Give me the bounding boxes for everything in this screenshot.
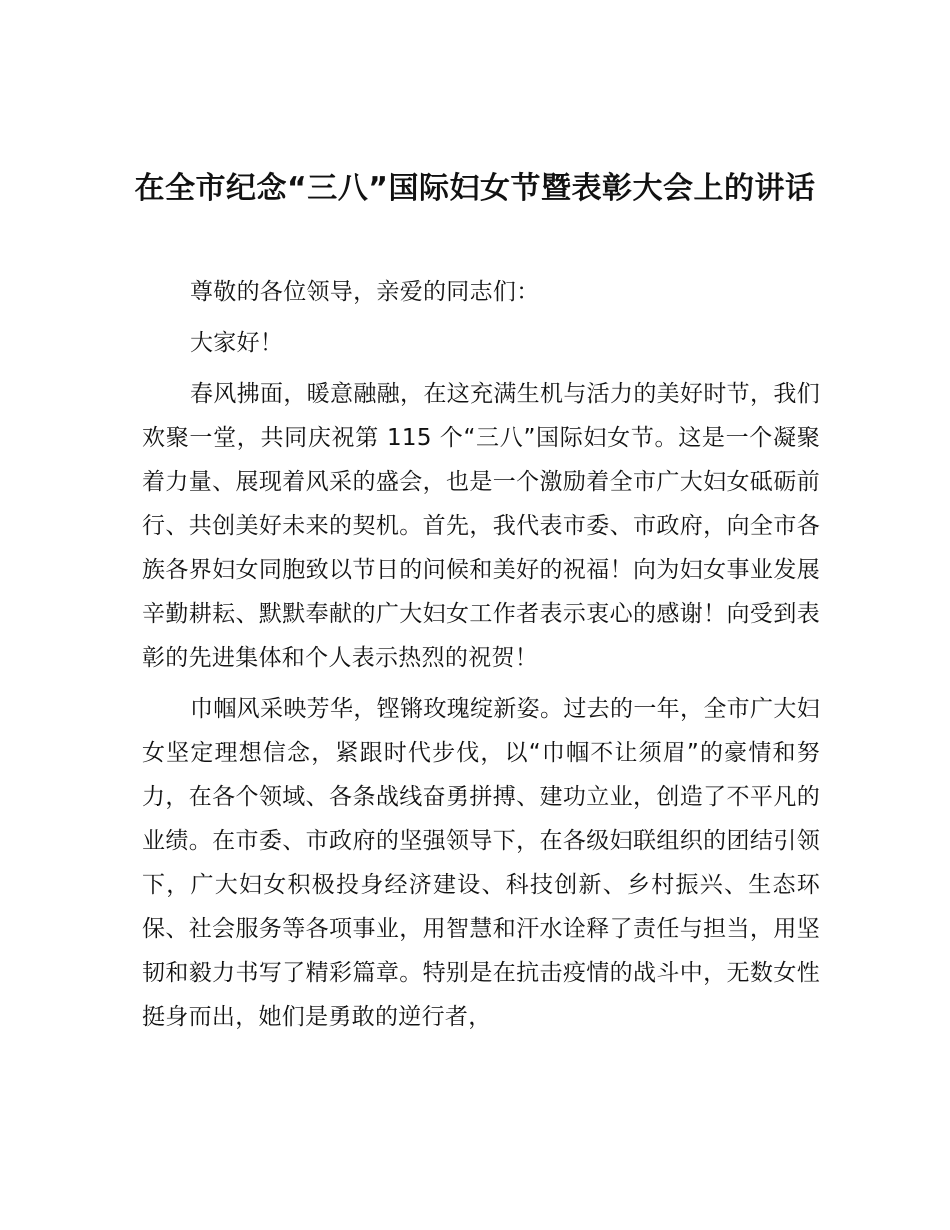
achievements-paragraph: 巾帼风采映芳华，铿锵玫瑰绽新姿。过去的一年，全市广大妇女坚定理想信念，紧跟时代步伐，以“巾帼不让须眉”的豪情和努力，在各个领域、各条战线奋勇拼搏、建功立业，创造了不平凡的业绩。在市委、市政府的坚强领导下，在各级妇联组织的团结引领下，广大妇女积极投身经济建设、科技创新、乡村振兴、生态环保、社会服务等各项事业，用智慧和汗水诠释了责任与担当，用坚韧和毅力书写了精彩篇章。特别是在抗击疫情的战斗中，无数女性挺身而出，她们是勇敢的逆行者， <box>142 696 820 1030</box>
opening-paragraph: 春风拂面，暖意融融，在这充满生机与活力的美好时节，我们欢聚一堂，共同庆祝第 115 个“三八”国际妇女节。这是一个凝聚着力量、展现着风采的盛会，也是一个激励着全市广大妇女砥砺前行、共创美好未来的契机。首先，我代表市委、市政府，向全市各族各界妇女同胞致以节日的问候和美好的祝福！向为妇女事业发展辛勤耕耘、默默奉献的广大妇女工作者表示衷心的感谢！向受到表彰的先进集体和个人表示热烈的祝贺！ <box>142 381 820 671</box>
salutation-paragraph: 尊敬的各位领导，亲爱的同志们： <box>190 279 540 305</box>
greeting-paragraph: 大家好！ <box>190 330 284 356</box>
document-body <box>142 270 820 1046</box>
document-title: 在全市纪念“三八”国际妇女节暨表彰大会上的讲话 <box>134 171 816 206</box>
